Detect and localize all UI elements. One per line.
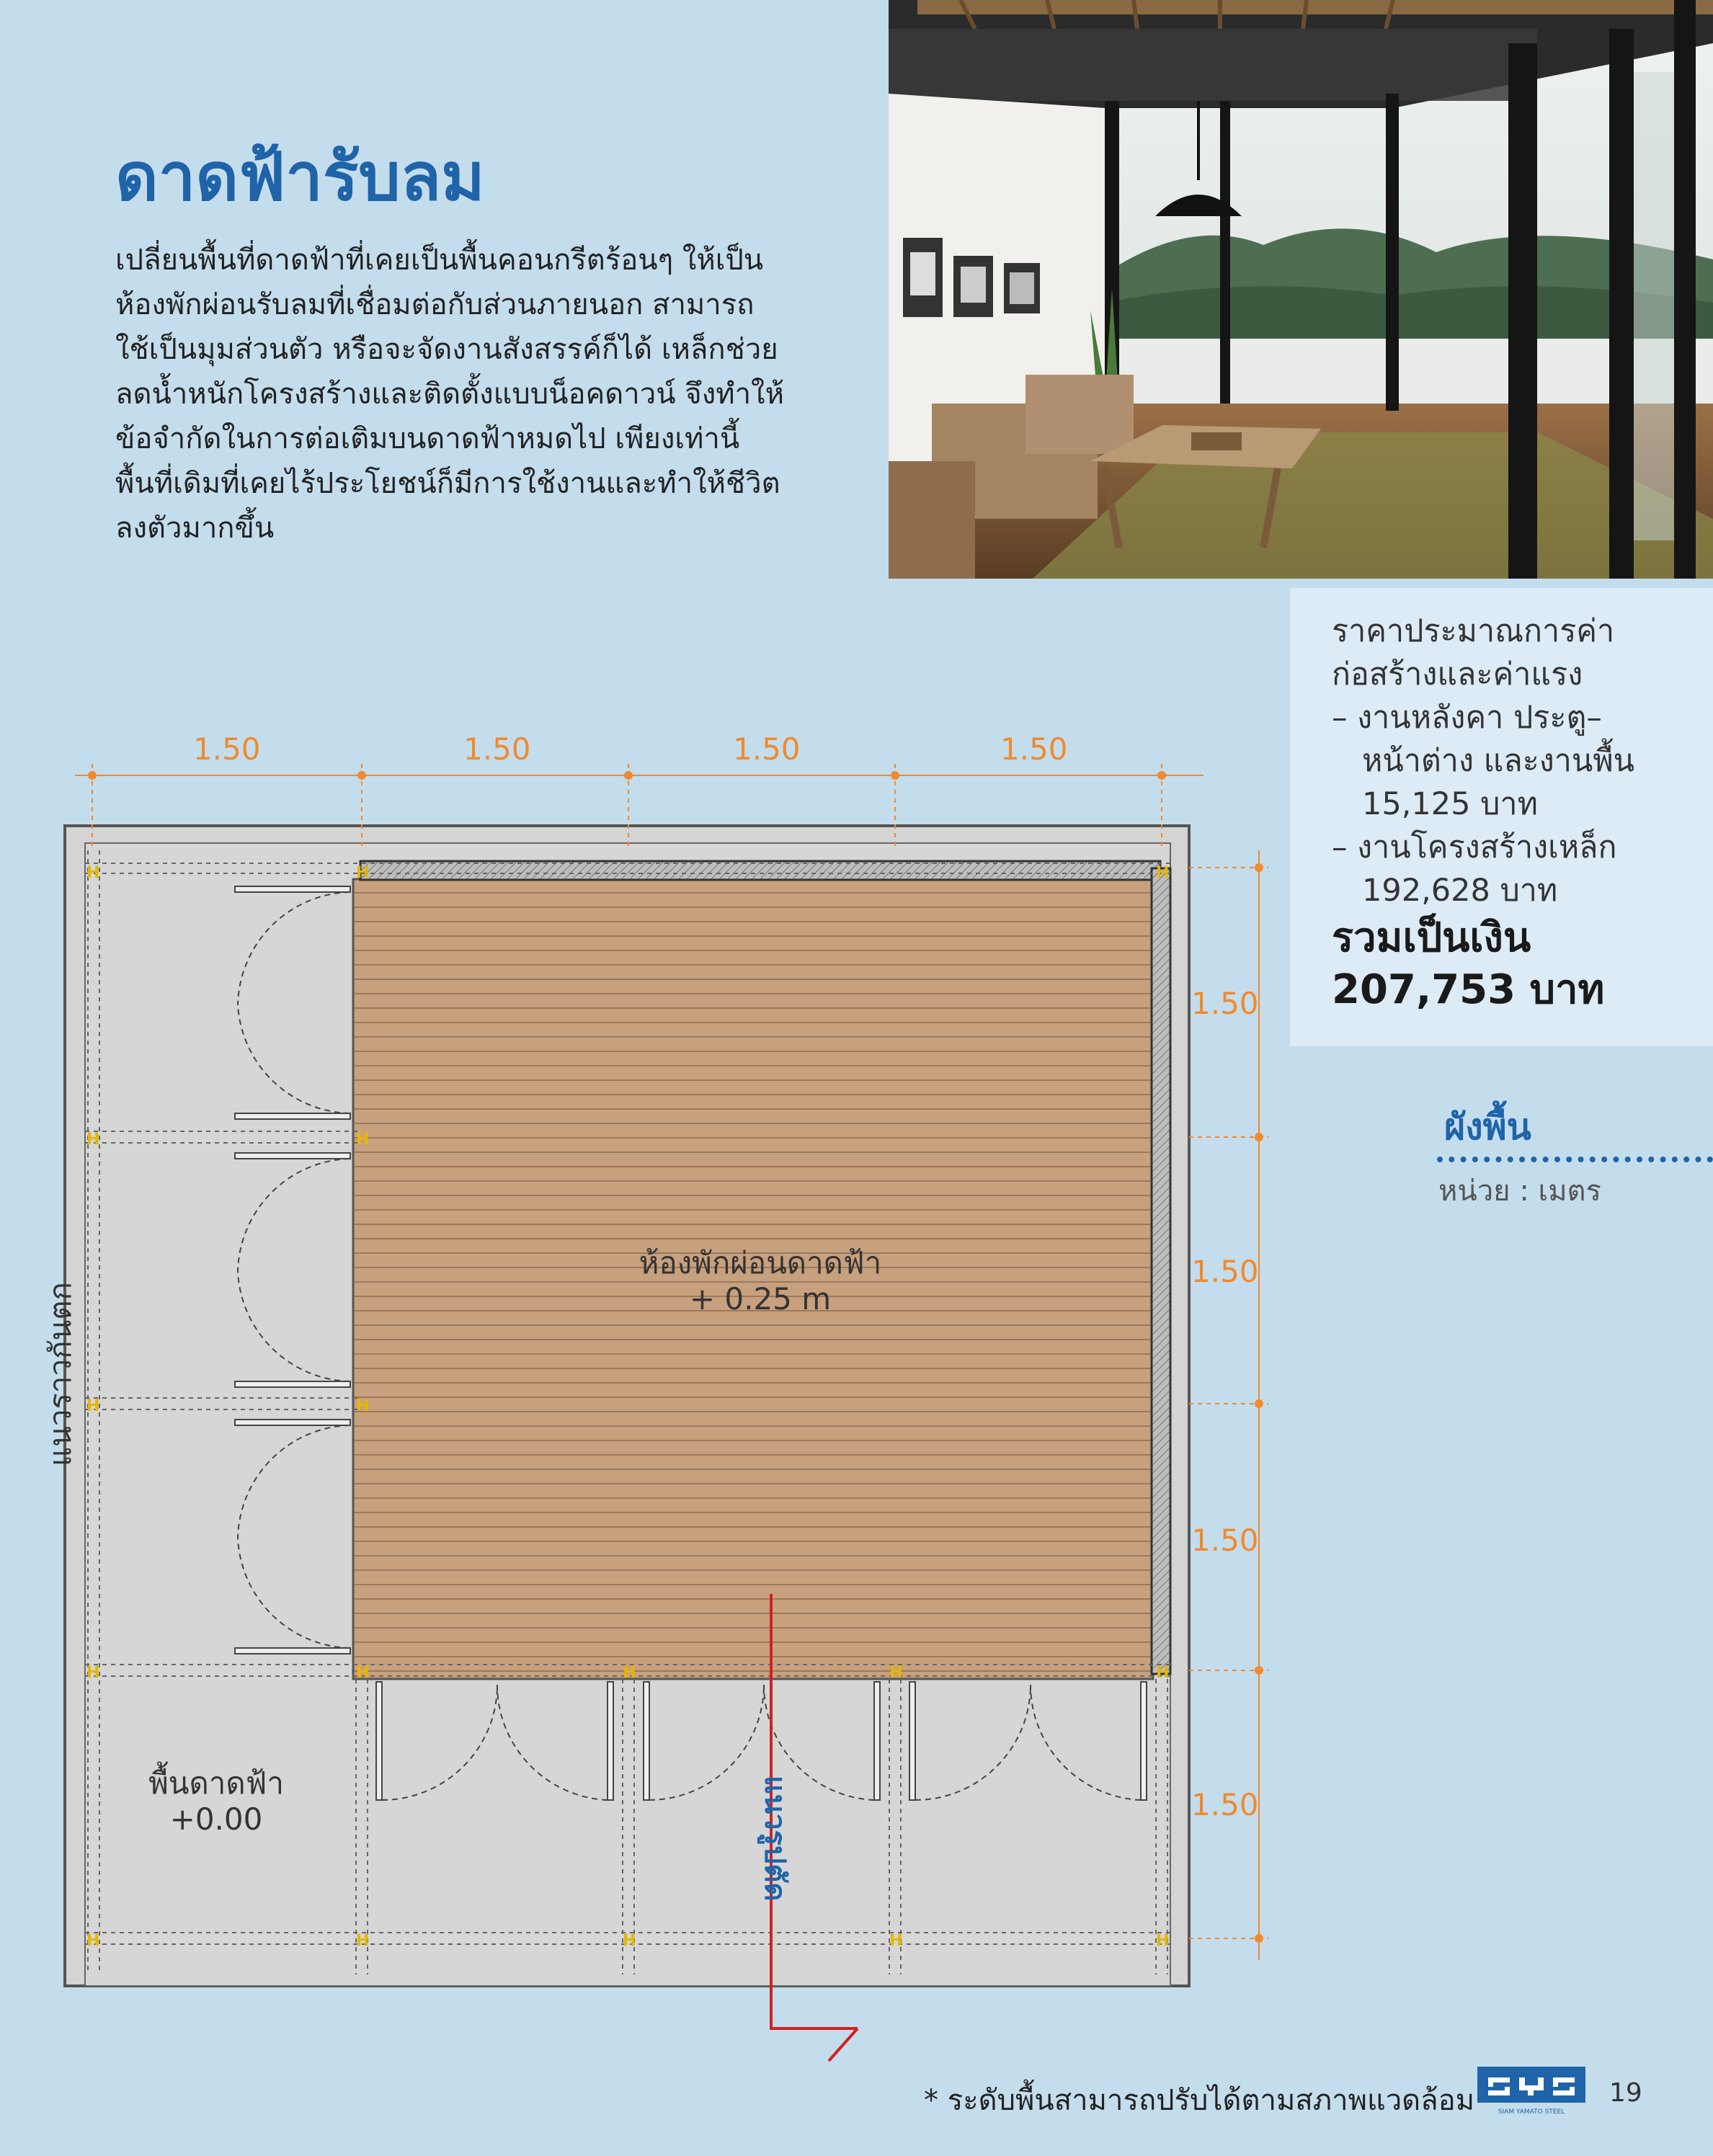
intro-line: เปลี่ยนพื้นที่ดาดฟ้าที่เคยเป็นพื้นคอนกรีตร้อนๆ ให้เป็น [115,244,764,277]
svg-text:H: H [356,1397,370,1415]
floor-plan-unit: หน่วย : เมตร [1438,1175,1602,1208]
dim-right-4: 1.50 [1191,1787,1259,1822]
svg-text:H: H [889,1932,903,1950]
intro-paragraph [115,238,865,551]
intro-line: ลงตัวมากขึ้น [115,512,275,545]
footnote: * ระดับพื้นสามารถปรับได้ตามสภาพแวดล้อม [924,2084,1475,2117]
cost-heading-line-1: ราคาประมาณการค่า [1332,613,1615,649]
svg-text:H: H [86,1397,100,1415]
svg-text:H: H [86,864,100,882]
cost-item-steel-line: – งานโครงสร้างเหล็ก [1332,829,1617,865]
roof-level: +0.00 [169,1801,263,1837]
dim-top-1: 1.50 [193,731,261,767]
cost-item-roof-price: 15,125 บาท [1362,786,1538,822]
room-level: + 0.25 m [689,1281,832,1317]
svg-text:H: H [356,1664,370,1682]
svg-text:H: H [623,1664,636,1682]
roof-name: พื้นดาดฟ้า [148,1765,284,1801]
section-cut-label-svg [721,1773,791,1960]
svg-text:H: H [1156,1932,1170,1950]
intro-line: ห้องพักผ่อนรับลมที่เชื่อมต่อกับส่วนภายนอก สามารถ [115,288,755,321]
svg-text:H: H [1156,1664,1170,1682]
cost-total-value: 207,753 บาท [1332,966,1605,1013]
dim-top-4: 1.50 [1000,731,1068,767]
rail-label-svg [22,1268,86,1470]
page-title: ดาดฟ้ารับลม [115,138,485,215]
dim-right-2: 1.50 [1191,1254,1259,1289]
floor-plan-heading: ผังพื้น [1444,1106,1531,1148]
dim-right-3: 1.50 [1191,1523,1259,1558]
intro-line: พื้นที่เดิมที่เคยไร้ประโยชน์ก็มีการใช้งานและทำให้ชีวิต [115,467,780,500]
dim-top-3: 1.50 [733,731,801,767]
rooftop-room-photo [889,0,1713,579]
intro-line: ข้อจำกัดในการต่อเติมบนดาดฟ้าหมดไป เพียงเท่านี้ [115,422,740,455]
svg-text:H: H [86,1664,100,1682]
svg-text:H: H [1156,864,1170,882]
cost-item-roof-line-1: – งานหลังคา ประตู– [1332,700,1602,736]
svg-text:H: H [623,1932,636,1950]
intro-line: ใช้เป็นมุมส่วนตัว หรือจะจัดงานสังสรรค์ก็ได้ เหล็กช่วย [115,333,778,366]
cost-item-steel-price: 192,628 บาท [1362,873,1558,909]
intro-line: ลดน้ำหนักโครงสร้างและติดตั้งแบบน็อคดาวน์ จึงทำให้ [115,378,784,411]
page-number: 19 [1609,2078,1642,2108]
room-label [598,1245,922,1317]
cost-estimate-box [1290,588,1713,1046]
cost-total-label: รวมเป็นเงิน [1332,914,1531,961]
dim-right-1: 1.50 [1191,986,1259,1021]
dim-top-2: 1.50 [463,731,531,767]
room-name: ห้องพักผ่อนดาดฟ้า [639,1245,882,1280]
svg-text:H: H [86,1932,100,1950]
rail-label: แนวราวกันตก [43,1282,78,1466]
floor-plan [0,735,1297,2093]
roof-label [108,1765,324,1838]
svg-text:H: H [86,1131,100,1149]
cost-heading-line-2: ก่อสร้างและค่าแรง [1332,656,1583,692]
heading-dotted-rule [1437,1157,1713,1162]
svg-text:H: H [889,1664,903,1682]
svg-text:H: H [356,864,370,882]
section-cut-label: แนวรูปตัด [758,1776,791,1902]
svg-text:H: H [356,1131,370,1149]
svg-text:H: H [356,1932,370,1950]
cost-item-roof-line-2: หน้าต่าง และงานพื้น [1362,743,1635,779]
sys-logo [1477,2067,1585,2117]
logo-text: SIAM YAMATO STEEL [1498,2108,1565,2116]
